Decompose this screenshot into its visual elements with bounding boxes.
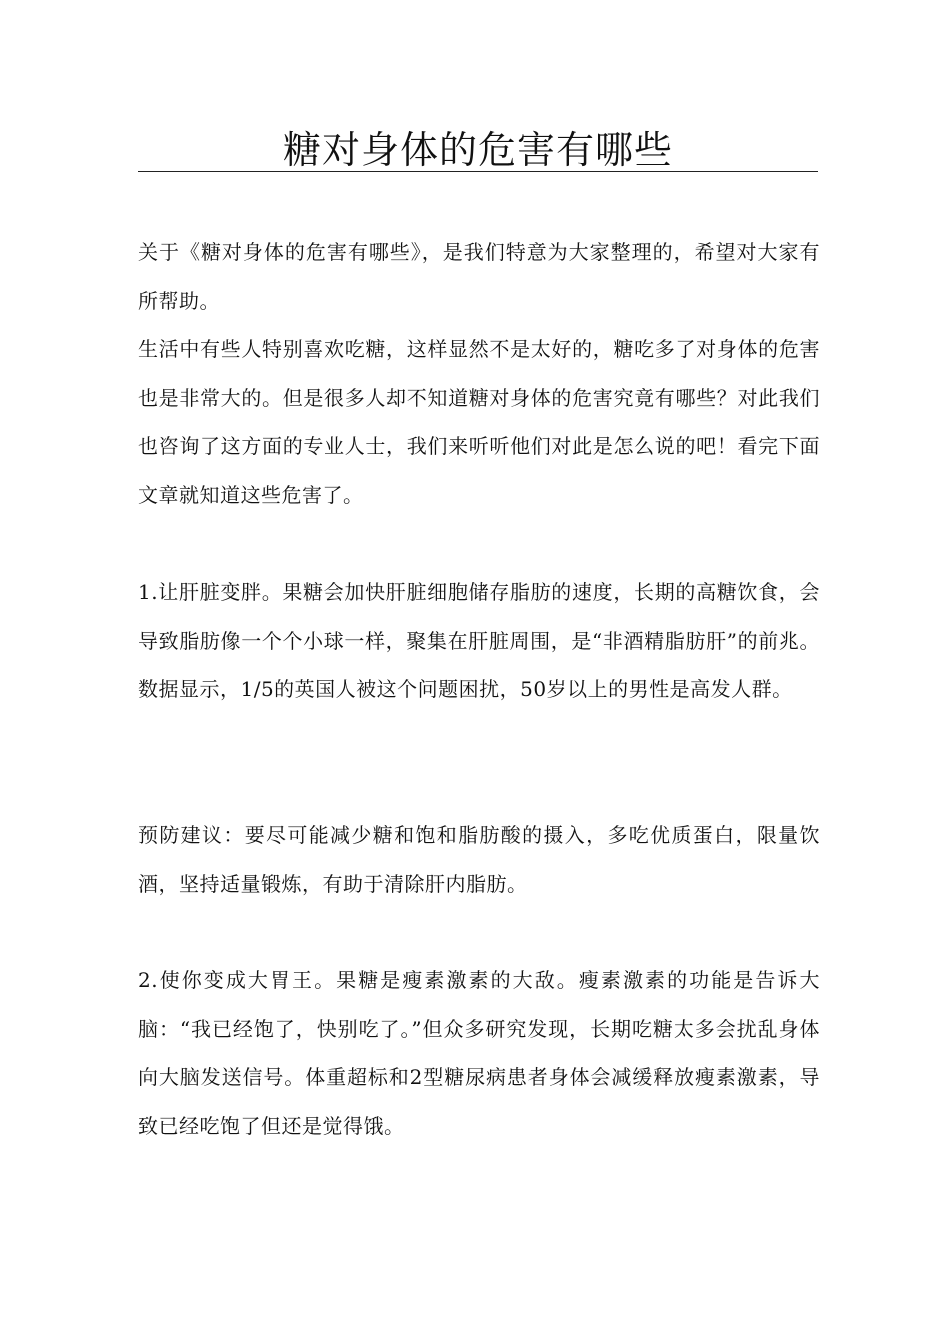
point-2-paragraph: 2.使你变成大胃王。果糖是瘦素激素的大敌。瘦素激素的功能是告诉大脑：“我已经饱了，快别吃了。”但众多研究发现，长期吃糖太多会扰乱身体向大脑发送信号。体重超标和2型糖尿病患者身体会减缓释放瘦素激素，导致已经吃饱了但还是觉得饿。 [138, 968, 820, 1138]
document-title: 糖对身体的危害有哪些 [282, 128, 673, 172]
body-paragraph: 生活中有些人特别喜欢吃糖，这样显然不是太好的，糖吃多了对身体的危害也是非常大的。但是很多人却不知道糖对身体的危害究竟有哪些？对此我们也咨询了这方面的专业人士，我们来听听他们对此是怎么说的吧！看完下面文章就知道这些危害了。 [138, 337, 820, 507]
prevention-tip-paragraph: 预防建议：要尽可能减少糖和饱和脂肪酸的摄入，多吃优质蛋白，限量饮酒，坚持适量锻炼，有助于清除肝内脂肪。 [138, 823, 820, 896]
point-1-paragraph: 1.让肝脏变胖。果糖会加快肝脏细胞储存脂肪的速度，长期的高糖饮食，会导致脂肪像一个个小球一样，聚集在肝脏周围，是“非酒精脂肪肝”的前兆。数据显示，1/5的英国人被这个问题困扰，50岁以上的男性是高发人群。 [138, 580, 820, 701]
intro-paragraph: 关于《糖对身体的危害有哪些》，是我们特意为大家整理的，希望对大家有所帮助。 [138, 240, 820, 313]
title-underline [138, 171, 818, 172]
